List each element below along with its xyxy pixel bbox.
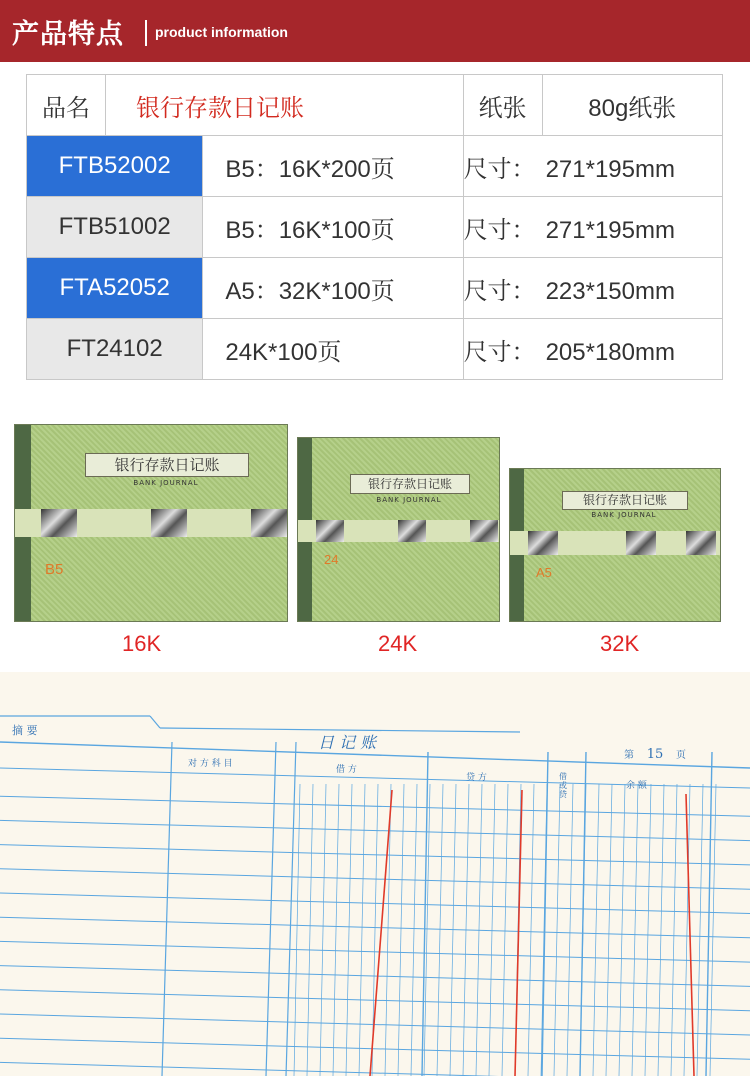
model-cell: FTB52002 [27, 136, 203, 197]
dim-value: 271*195mm [545, 216, 675, 244]
ledger-digit-line [385, 784, 391, 1076]
title-separator [145, 20, 147, 46]
size-cell: B5：16K*200页 [203, 136, 463, 197]
page-suffix: 页 [675, 750, 686, 761]
ledger-digit-line [307, 784, 313, 1076]
ledger-row-line [0, 893, 750, 914]
band-tile [470, 520, 498, 542]
product-name-cell: 银行存款日记账 [106, 75, 464, 136]
cover-band [510, 531, 720, 555]
ledger-digit-line [502, 784, 508, 1076]
band-tile [626, 531, 656, 555]
ledger-red-line [370, 790, 392, 1076]
band-tile [151, 509, 187, 537]
cover-code: A5 [536, 565, 552, 580]
size-cell: B5：16K*100页 [203, 197, 463, 258]
dim-value: 205*180mm [545, 338, 675, 366]
paper-label-cell: 纸张 [463, 75, 542, 136]
ledger-digit-line [346, 784, 352, 1076]
paper-value-cell: 80g纸张 [542, 75, 722, 136]
cover-title-plate: 银行存款日记账 [350, 474, 470, 494]
ledger-digit-line [528, 784, 534, 1076]
book-cover-16k [14, 424, 288, 622]
cover-code: 24 [324, 552, 339, 567]
ledger-debit-header: 借 方 [336, 765, 357, 775]
ledger-row-line [0, 1038, 750, 1059]
ledger-row-line [0, 845, 750, 865]
ledger-digit-line [398, 784, 404, 1076]
spec-header-row [27, 75, 723, 136]
name-label-cell: 品名 [27, 75, 106, 136]
cover-title-plate: 银行存款日记账 [562, 491, 688, 510]
dimension-cell [463, 319, 722, 380]
ledger-col-line [266, 742, 276, 1076]
ledger-red-line [515, 790, 522, 1076]
ledger-col-line [286, 742, 296, 1076]
ledger-group-line [542, 752, 548, 1076]
cover-code: B5 [45, 561, 64, 578]
ledger-direction-header: 借或贷 [559, 772, 567, 799]
dim-value: 223*150mm [545, 277, 675, 305]
size-cell: A5：32K*100页 [203, 258, 463, 319]
cover-subtitle: BANK JOURNAL [133, 479, 199, 487]
band-tile [41, 509, 77, 537]
cover-title-plate: 银行存款日记账 [85, 453, 249, 477]
ledger-col-line [162, 742, 172, 1076]
spec-table [26, 74, 723, 380]
ledger-row-line [0, 1062, 750, 1076]
cover-band [298, 520, 499, 542]
ledger-digit-line [606, 784, 612, 1076]
ledger-row-line [0, 966, 750, 987]
ledger-page-number [624, 746, 686, 762]
cover-band [15, 509, 287, 537]
ledger-digit-line [320, 784, 326, 1076]
dim-label: 尺寸： [463, 216, 536, 244]
spec-row [27, 319, 723, 380]
ledger-group-line [580, 752, 586, 1076]
page-no: 15 [646, 747, 664, 762]
ledger-account-header: 对 方 科 目 [188, 759, 233, 769]
book-cover-32k [509, 468, 721, 622]
ledger-balance-header: 余 额 [626, 781, 647, 791]
ledger-page [0, 672, 750, 1076]
band-tile [316, 520, 344, 542]
dim-label: 尺寸： [463, 155, 536, 183]
ledger-digit-line [489, 784, 495, 1076]
ledger-digit-line [554, 784, 560, 1076]
ledger-digit-line [697, 784, 703, 1076]
size-cell: 24K*100页 [203, 319, 463, 380]
spec-row [27, 197, 723, 258]
spec-row [27, 136, 723, 197]
book-caption: 32K [600, 631, 640, 656]
dimension-cell [463, 136, 722, 197]
ledger-digit-line [671, 784, 677, 1076]
section-banner [0, 0, 750, 62]
model-cell: FTA52052 [27, 258, 203, 319]
ledger-digit-line [593, 784, 599, 1076]
ledger-digit-line [411, 784, 417, 1076]
ledger-credit-header: 贷 方 [466, 773, 487, 783]
cover-subtitle: BANK JOURNAL [591, 511, 657, 519]
ledger-row-line [0, 869, 750, 889]
ledger-digit-line [619, 784, 625, 1076]
section-title: 产品特点 [12, 19, 124, 50]
band-tile [528, 531, 558, 555]
model-cell: FTB51002 [27, 197, 203, 258]
ledger-digit-line [333, 784, 339, 1076]
model-cell: FT24102 [27, 319, 203, 380]
book-caption: 16K [122, 631, 162, 656]
book-caption: 24K [378, 631, 418, 656]
ledger-digit-line [437, 784, 443, 1076]
ledger-digit-line [567, 784, 573, 1076]
book-cover-24k [297, 437, 500, 622]
dim-value: 271*195mm [545, 155, 675, 183]
band-tile [686, 531, 716, 555]
cover-subtitle: BANK JOURNAL [376, 496, 442, 504]
ledger-digit-line [359, 784, 365, 1076]
band-tile [398, 520, 426, 542]
spec-row [27, 258, 723, 319]
section-subtitle: product information [155, 24, 288, 40]
band-tile [251, 509, 287, 537]
dimension-cell [463, 258, 722, 319]
ledger-title: 日 记 账 [318, 733, 377, 752]
page-prefix: 第 [624, 750, 634, 761]
dim-label: 尺寸： [463, 277, 536, 305]
ledger-top-line [150, 716, 160, 728]
ledger-summary-header: 摘 要 [12, 724, 38, 737]
dim-label: 尺寸： [463, 338, 536, 366]
ledger-digit-line [294, 784, 300, 1076]
dimension-cell [463, 197, 722, 258]
